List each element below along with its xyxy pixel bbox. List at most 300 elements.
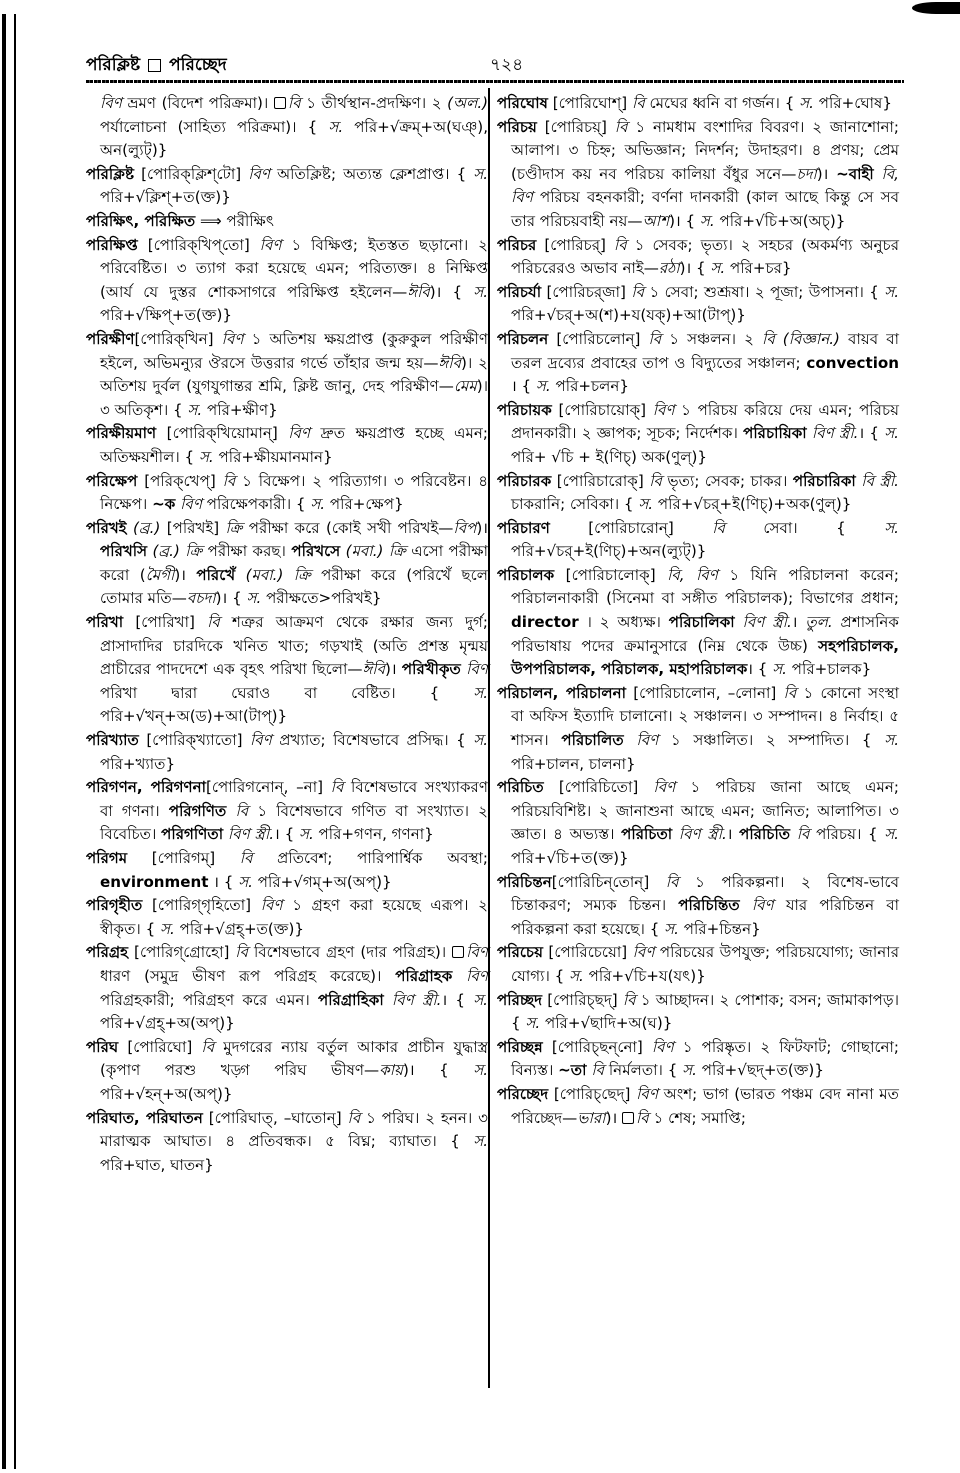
definition-text: প্রখ্যাত; বিশেষভাবে প্রসিদ্ধ। { [271, 731, 474, 750]
left-column [86, 92, 488, 1177]
dictionary-entry [497, 470, 899, 517]
definition-text: এসো পরীক্ষা করো ( [100, 542, 488, 584]
definition-text: পরিগ্রহকারী; পরিগ্রহণ করে এমন। [100, 990, 318, 1009]
headword: পরিচ্ছদ [497, 990, 543, 1009]
headword: পরিক্ষিৎ, পরিক্ষিত [86, 211, 196, 230]
definition-text: [পোরিচিন্‌তোন্‌] [551, 872, 666, 891]
separator-box-icon [148, 59, 161, 72]
definition-text: প্রতিবেশ; পারিপার্শ্বিক অবস্থা; [252, 849, 489, 867]
definition-text: পরি+√চর্+ই(ণিচ্)+অন(ল্যুট্)} [511, 542, 707, 561]
definition-text: পরিচয়ের উপযুক্ত; পরিচয়যোগ্য; জানার যোগ্য। { [511, 943, 899, 985]
definition-text: ১ গ্রহণ করা হয়েছে এরূপ। ২ স্বীকৃত। { [100, 896, 488, 938]
definition-text: । { [274, 825, 299, 844]
grammar-label: বিণ [249, 731, 272, 750]
grammar-label: বি [222, 471, 236, 490]
grammar-label: ক্রি [185, 542, 203, 561]
definition-text: পরি+√গ্রহ্+ত(ক্ত)} [174, 919, 304, 938]
dictionary-entry [86, 729, 488, 776]
definition-text [735, 613, 743, 631]
definition-text: )। [385, 660, 402, 679]
grammar-label: বি [201, 1037, 215, 1056]
headword: পরিগণিত [168, 801, 227, 820]
definition-text: ১ বিশেষভাবে গণিত বা সংখ্যাত। ২ বিবেচিত। [100, 801, 488, 844]
entry-continuation [86, 92, 488, 163]
definition-text [235, 566, 245, 584]
dictionary-entry [497, 399, 899, 470]
definition-text: ১ নামধাম বংশাদির বিবরণ। ২ জানাশোনা; আলাপ। ৩ চিহ্ন; অভিজ্ঞান; নিদর্শন; উদাহরণ। ৪ প্রণয়; প্রেম (চণ্ডীদাস কয় নব পরিচয় কালিয়া বঁধুর সনে— [511, 117, 899, 183]
grammar-label: বিণ [653, 778, 676, 797]
definition-text: ১ কোনো সংস্থা বা অফিস ইত্যাদি চালানো। ২ সঞ্চালন। ৩ সম্পাদন। ৪ নির্বাহ। ৫ শাসন। [511, 683, 899, 750]
grammar-label: বিণ [636, 731, 659, 750]
definition-text: পর্যালোচনা (সাহিত্য পরিক্রমা)। { [100, 117, 329, 136]
headword: পরিচিন্তন [497, 872, 552, 891]
grammar-label: বিণ [751, 896, 774, 915]
definition-text: পরি+√ছদ্+ত(ক্ত)} [696, 1061, 824, 1080]
grammar-label: স. [473, 990, 488, 1009]
page-number: ৭২৪ [490, 55, 524, 75]
grammar-label: স. [569, 966, 584, 985]
grammar-label: (ব্র.) [133, 518, 161, 537]
grammar-label: বি [622, 990, 636, 1009]
grammar-label: ভারা [577, 1108, 606, 1127]
definition-text: পরি+√চি+য(যৎ)} [583, 966, 706, 985]
grammar-label: স. [710, 259, 726, 278]
definition-text: । { [747, 660, 773, 679]
definition-text: )। [476, 518, 488, 537]
definition-text: প্রশাসনিক পরিভাষায় পদের ক্রমানুসারে (নিম্ন থেকে উচ্চ) [511, 613, 899, 655]
grammar-label: ঈবি [438, 353, 461, 372]
definition-text: পরি+√ক্ষিপ্+ত(ক্ত)} [100, 306, 232, 325]
definition-text: )। ২ অতিশয় দুর্বল (যুগযুগান্তর শ্রমি, ক্লিষ্ট জানু, দেহ পরিক্ষীণ— [100, 353, 488, 396]
headword: পরিগৃহীত [86, 896, 143, 915]
grammar-label: তুল. [805, 613, 833, 632]
headword: পরিচালক [497, 565, 555, 584]
grammar-label: স. [682, 1061, 697, 1080]
dictionary-entry [497, 328, 899, 399]
grammar-label: স. [884, 731, 900, 750]
definition-text: ১ তীর্থস্থান-প্রদক্ষিণ। ২ [300, 94, 448, 112]
definition-text: । [726, 825, 740, 844]
definition-text: [পোরিচিতো] [543, 778, 654, 797]
grammar-label: বি [783, 683, 797, 702]
headword: environment [100, 872, 209, 891]
grammar-label: (অল.) [447, 94, 489, 112]
headword: পরিঘ [86, 1037, 119, 1056]
headword: পরিখীকৃত [401, 660, 461, 679]
definition-text: । { [208, 872, 239, 891]
headword: পরিক্ষীণ [86, 329, 135, 348]
definition-text: [পোরিচয়্‌] [536, 117, 615, 136]
definition-text: )। { [669, 211, 700, 230]
grammar-label: স. [664, 919, 679, 938]
grammar-label: মেম [453, 377, 477, 396]
definition-text: দ্রুত ক্ষয়প্রাপ্ত হচ্ছে এমন; অতিক্ষয়শীল। { [100, 424, 488, 466]
grammar-label: স. [238, 872, 253, 891]
headword: পরিখা [86, 613, 124, 632]
definition-text: পরীক্ষা করছ। [202, 542, 292, 561]
definition-text: পরি+ক্ষেপ} [325, 495, 404, 514]
definition-text: বিশেষভাবে সংখ্যাকরণ বা গণনা। [100, 778, 488, 820]
grammar-label: বিণ স্ত্রী. [678, 825, 727, 844]
definition-text: [পোরিচায়োক্‌] [551, 400, 653, 419]
definition-text: [পোরিক্‌খিয়োমান্‌] [156, 424, 289, 443]
definition-text: ১ বিক্ষেপ। ২ পরিত্যাগ। ৩ পরিবেষ্টন। ৪ নিক্ষেপ। [100, 471, 488, 514]
definition-text: পরি+ঘাত, ঘাতন} [100, 1155, 214, 1174]
grammar-label: বিণ [260, 896, 283, 915]
definition-text: পরি+√ছাদি+অ(ঘ)} [540, 1014, 673, 1033]
grammar-label: মৈগী [145, 565, 175, 584]
definition-text: পরি+ঘোষ} [813, 94, 892, 112]
definition-text: । { [441, 990, 474, 1009]
definition-text: )। { [429, 282, 474, 301]
dictionary-entry [86, 847, 488, 894]
definition-text [790, 825, 797, 843]
definition-text: পরীক্ষতে>পরিখই} [261, 589, 382, 608]
grammar-label: স. [473, 164, 488, 183]
grammar-label: (মবা.) [345, 542, 384, 561]
definition-text: পরি+ √চি + ই(ণিচ্) অক(ণুল্)} [511, 447, 708, 466]
definition-text: অতিক্লিষ্ট; অত্যন্ত ক্লেশপ্রাপ্ত। { [270, 164, 474, 183]
grammar-label: বিণ [636, 1084, 658, 1103]
headword: পরিচায়িকা [743, 424, 807, 443]
definition-text: বিশেষভাবে গ্রহণ (দার পরিগ্রহ)। [248, 943, 453, 962]
headword: পরিঘাত, পরিঘাতন [86, 1108, 203, 1127]
definition-text: [পোরিচর্‌] [536, 235, 614, 254]
grammar-label: ক্রি [225, 518, 243, 537]
definition-text: শত্রুর আক্রমণ থেকে রক্ষার জন্য দুর্গ; প্রাসাদাদির চারদিকে খনিত খাত; গড়খাই (অতি প্রশস্ত মৃন্ময় প্রাচীরের পাদদেশে এক বৃহৎ পরিখা ছিলো— [100, 613, 488, 679]
definition-text: ১ পরিচয় জানা আছে এমন; পরিচয়বিশিষ্ট। ২ জানাশুনা আছে এমন; জানিত; আলাপিত। ৩ জ্ঞাত। ৪ অভ্যস্ত। [511, 778, 899, 844]
page-binding-edge [2, 14, 6, 1469]
definition-text: [পোরিচর্‌জা] [541, 282, 632, 301]
grammar-label: স. [473, 731, 488, 750]
definition-text: [পোরিক্‌ক্লিশ্‌টো] [134, 164, 249, 183]
headword: পরিচিতা [621, 825, 673, 844]
definition-text: ১ সঞ্চালিত। ২ সম্পাদিত। { [658, 731, 885, 750]
definition-text: ১ পরিচয় করিয়ে দেয় এমন; পরিচয় প্রদানকারী। ২ জ্ঞাপক; সূচক; নির্দেশক। [511, 400, 900, 443]
definition-text: [পোরিক্‌খিপ্‌তো] [137, 235, 260, 254]
grammar-label: স. [198, 447, 214, 466]
definition-text: চাকরানি; সেবিকা। { [511, 495, 639, 514]
definition-text: [পোরিচেয়ো] [542, 943, 633, 962]
definition-text: পরি+√হন্+অ(অপ্)} [100, 1084, 233, 1103]
headword: convection [806, 353, 899, 372]
definition-text: [পোরিখা] [123, 613, 208, 632]
grammar-label: বি [330, 778, 344, 797]
definition-text: পরি+খ্যাত} [100, 754, 176, 773]
grammar-label: বিণ [180, 495, 202, 514]
grammar-label: রঠা [658, 259, 680, 278]
grammar-label: স. [473, 1132, 488, 1151]
definition-text: পরীক্ষা করে (কোই সখী পরিখই— [242, 518, 454, 537]
headword: পরিখসে [291, 542, 341, 561]
sense-box-icon [274, 97, 286, 109]
grammar-label: স. [473, 282, 488, 301]
grammar-label: স. [298, 825, 314, 844]
headword: পরিচারিকা [792, 471, 856, 490]
definition-text: ১ অতিশয় ক্ষয়প্রাপ্ত (কুরুকুল পরিক্ষীণ হইলে, অভিমন্যুর ঔরসে উত্তরার গর্ভে তাঁহার জন্ম হয়— [100, 329, 488, 372]
dictionary-entry [497, 1036, 899, 1083]
dictionary-entry [497, 92, 899, 116]
definition-text: পরি+√চি+অ(অচ্)} [714, 211, 846, 230]
headword: পরিগ্রাহক [395, 966, 453, 985]
definition-text: পরি+চালক} [786, 660, 872, 679]
grammar-label: (ব্র.) [152, 542, 180, 561]
definition-text: । ২ অধ্যক্ষ। [578, 613, 669, 632]
definition-text: পরিচয়। { [809, 825, 885, 844]
definition-text: )। [174, 565, 197, 584]
grammar-label: চদা [796, 164, 817, 183]
headword: পরিচালিত [561, 731, 624, 750]
grammar-label: বি [347, 1108, 361, 1127]
headword: পরিগ্রহ [86, 943, 129, 962]
grammar-label: বিণ [288, 424, 311, 443]
definition-text: পরি+√ক্লিশ্+ত(ক্ত)} [100, 188, 231, 207]
definition-text: ১ বিক্ষিপ্ত; ইতস্তত ছড়ানো। ২ পরিবেষ্টিত। ৩ ত্যাগ করা হয়েছে এমন; পরিত্যক্ত। ৪ নিক্ষিপ্ত (আর্য যে দুস্তর শোকসাগরে পরিক্ষিপ্ত হইলেন— [100, 235, 488, 301]
definition-text: ধারণ (সমুদ্র ভীষণ রূপ পরিগ্রহ করেছে)। [100, 966, 396, 985]
definition-text: ১ পরিকল্পনা। ২ বিশেষ-ভাবে চিন্তাকরণ; সম্যক চিন্তন। [511, 872, 899, 915]
headword: পরিচয় [497, 117, 537, 136]
definition-text: ১ সঞ্চলন। ২ [661, 329, 762, 348]
definition-text: ১ আচ্ছাদন। ২ পোশাক; বসন; জামাকাপড়। { [511, 990, 900, 1033]
definition-text: [পোরিচারোক্‌] [551, 471, 650, 490]
definition-text: )। { [403, 1061, 474, 1080]
definition-text: পরি+√গ্রহ্+অ(অপ্)} [100, 1014, 235, 1033]
definition-text: [পোরিচ্‌ছদ্‌] [542, 990, 623, 1009]
headword: পরিখেঁ [196, 565, 236, 584]
grammar-label: স. [884, 424, 899, 443]
headword: ~বাহী [836, 164, 874, 183]
definition-text: ভৃত্য; সেবক; চাকর। [661, 471, 793, 490]
grammar-label: বি [796, 825, 810, 844]
definition-text: পরি+ক্ষীণ} [202, 400, 278, 419]
definition-text: [পোরিচারোন্‌] [549, 518, 713, 537]
grammar-label: বিণ স্ত্রী. [227, 825, 275, 844]
grammar-label: বি [648, 329, 662, 348]
grammar-label: স. [799, 94, 814, 112]
headword: পরিগম [86, 849, 128, 867]
grammar-label: বিণ [100, 94, 122, 112]
definition-text: ১ সেবা; শুশ্রূষা। ২ পূজা; উপাসনা। { [644, 282, 885, 301]
dictionary-entry [86, 1036, 488, 1107]
headword: পরিখ্যাত [86, 731, 139, 750]
grammar-label: বিণ [466, 660, 488, 679]
grammar-label: ক্রি [293, 565, 311, 584]
definition-text: [পোরিক্‌খিন] [134, 329, 222, 348]
dictionary-entry [86, 517, 488, 611]
grammar-label: বিণ স্ত্রী. [742, 613, 792, 632]
grammar-label: বচদা [186, 589, 216, 608]
grammar-label: বিণ [652, 400, 675, 419]
grammar-label: ঈবি [407, 282, 430, 301]
definition-text: বায়ব বা তরল দ্রব্যের প্রবাহের তাপ ও বিদ্যুতের সঞ্চালন; [511, 329, 899, 372]
definition-text: [পরিক্‌খেপ্‌] [137, 471, 223, 490]
definition-text: মেঘের ধ্বনি বা গর্জন। { [644, 94, 800, 112]
headword: ~ক [152, 495, 176, 514]
definition-text: [পোরিগম্‌] [127, 849, 240, 867]
dictionary-entry [86, 163, 488, 210]
grammar-label: স. [246, 589, 262, 608]
grammar-label: স. [884, 282, 899, 301]
dictionary-entry [497, 871, 899, 942]
dictionary-entry [497, 682, 899, 776]
sense-box-icon [452, 946, 464, 958]
grammar-label: বিণ [466, 966, 488, 985]
headword: পরিগ্রাহিকা [317, 990, 384, 1009]
running-head [86, 52, 227, 80]
definition-text: ১ শেষ; সমাপ্তি; [648, 1108, 746, 1127]
definition-text: [পোরিচ্‌ছেদ্‌] [548, 1084, 637, 1103]
definition-text: [পোরিচালোক্‌] [554, 565, 668, 584]
grammar-label: বি [614, 117, 628, 136]
headword: ~তা [558, 1061, 587, 1080]
definition-text: পরি+√চর্+ই(ণিচ্)+অক(ণুল্)} [653, 495, 852, 514]
grammar-label: স. [699, 211, 715, 230]
grammar-label: স. [328, 117, 344, 136]
dictionary-entry [497, 517, 899, 564]
headword: পরিচ্ছন্ন [497, 1037, 543, 1056]
grammar-label: স. [310, 495, 326, 514]
definition-text: )। { [215, 589, 247, 608]
definition-text: ১ যিনি পরিচালনা করেন; পরিচালনাকারী (সিনেমা বা সঙ্গীত পরিচালক); বিভাগের প্রধান; [511, 565, 899, 608]
grammar-label: আশ [642, 211, 670, 230]
definition-text: ⟹ পরীক্ষিৎ [195, 211, 274, 230]
headword: পরিঘোষ [497, 94, 548, 112]
definition-text: [পোরিঘো] [118, 1037, 202, 1056]
definition-text [740, 896, 752, 914]
dictionary-entry [497, 281, 899, 328]
definition-text: । { [511, 377, 536, 396]
grammar-label: স. [638, 495, 654, 514]
grammar-label: বি [665, 872, 679, 891]
definition-text [624, 731, 637, 749]
definition-text: [পোরিঘাত্, –ঘাতোন্] [202, 1108, 348, 1127]
right-column [497, 92, 899, 1130]
definition-text [384, 991, 392, 1009]
definition-text: পরিখা দ্বারা ঘেরাও বা বেষ্টিত। { [100, 683, 474, 702]
headword: পরিচিন্তিত [678, 896, 740, 915]
dictionary-entry [497, 116, 899, 234]
grammar-label: ক্রি [388, 542, 406, 561]
definition-text [283, 566, 293, 584]
headword: পরিচর্যা [497, 282, 542, 301]
definition-text: [পোরিচলোন্‌] [548, 329, 649, 348]
dictionary-entry [86, 422, 488, 469]
headword: পরিখসি [100, 542, 148, 561]
definition-text: পরি+ক্ষীয়মানমান} [213, 447, 333, 466]
grammar-label: বি [649, 471, 662, 490]
headword: পরিগণন, পরিগণনা [86, 778, 207, 797]
headword: পরিচারক [497, 471, 552, 490]
grammar-label: বি স্ত্রী. [861, 471, 899, 490]
definition-text: [পোরিক্‌খ্যাতো] [138, 731, 250, 750]
definition-text: পরি+√গম্+অ(অপ্)} [252, 872, 392, 891]
dictionary-entry [86, 894, 488, 941]
headword: পরিচায়ক [497, 400, 552, 419]
dictionary-entry [86, 1107, 488, 1178]
definition-text: )। ৩ অতিকৃশ। { [100, 377, 488, 419]
grammar-label: বি [235, 943, 249, 962]
grammar-label: বিণ [466, 943, 488, 962]
dictionary-entry [497, 941, 899, 988]
grammar-label: স. [187, 400, 203, 419]
definition-text: )। { [679, 259, 711, 278]
headword: পরিচর [497, 235, 537, 254]
definition-text: । [791, 613, 806, 632]
grammar-label: স. [160, 919, 175, 938]
headword: পরিচ্ছেদ [497, 1084, 549, 1103]
definition-text: [পরিখই] [160, 518, 226, 537]
headword: পরিক্ষিপ্ত [86, 235, 138, 254]
headword: পরিখই [86, 518, 127, 537]
dictionary-entry [497, 1083, 899, 1130]
header-rule [86, 80, 904, 83]
column-divider [488, 88, 490, 1388]
definition-text: পরীক্ষা করে (পরিখেঁ ছলে তোমার মতি— [100, 565, 488, 608]
grammar-label: বিণ স্ত্রী. [391, 990, 442, 1009]
grammar-label: স. [535, 377, 551, 396]
headword: পরিক্ষেপ [86, 471, 138, 490]
grammar-label: বি [631, 282, 645, 301]
definition-text: [পোরিগ্‌গ্রোহো] [128, 943, 236, 962]
headword: পরিচেয় [497, 943, 543, 962]
grammar-label: স. [884, 518, 899, 537]
grammar-label: স. [473, 1061, 488, 1080]
headword: পরিচিত [497, 778, 544, 797]
grammar-label: বি [235, 801, 249, 820]
definition-text: [পোরিগ্‌গৃহিতো] [142, 896, 261, 915]
grammar-label: স. [525, 1014, 541, 1033]
definition-text: পরি+√খন্+অ(ড)+আ(টাপ্)} [100, 707, 288, 726]
definition-text: ভ্রমণ (বিদেশ পরিক্রমা)। [121, 94, 274, 112]
grammar-label: ঈবি [362, 660, 386, 679]
dictionary-entry [86, 776, 488, 847]
definition-text: অংশ; ভাগ (ভারত পঞ্চম বেদ নানা মত পরিচ্ছেদ— [511, 1084, 899, 1127]
grammar-label: স. [772, 660, 787, 679]
grammar-label: বিণ [259, 235, 282, 254]
grammar-label: বি [613, 235, 627, 254]
first-guide-word: পরিক্লিষ্ট [86, 55, 141, 75]
scan-smudge [912, 2, 960, 14]
headword: পরিক্ষীয়মাণ [86, 424, 157, 443]
grammar-label: বি [287, 94, 301, 112]
definition-text: যার পরিচিন্তন বা পরিকল্পনা করা হয়েছে। { [511, 896, 899, 938]
grammar-label: স. [473, 683, 488, 702]
headword: পরিচালন, পরিচালনা [497, 683, 627, 702]
dictionary-entry [86, 328, 488, 422]
grammar-label: বিণ [651, 1037, 674, 1056]
definition-text: পরি+√চর্+অ(শ)+য(যক্)+আ(টাপ্)} [511, 306, 746, 325]
definition-text: )। [816, 164, 837, 183]
dictionary-entry [497, 234, 899, 281]
definition-text: পরি+√ক্রম্+অ(ঘঞ্), অন(ল্যুট্)} [100, 117, 488, 160]
definition-text: পরি+চিন্তন} [678, 919, 761, 938]
definition-text: পরি+√চি+ত(ক্ত)} [511, 849, 629, 867]
definition-text: । { [858, 424, 885, 443]
grammar-label: বি, বিণ [667, 565, 718, 584]
grammar-label: বি [207, 613, 220, 632]
grammar-label: বি (বিজ্ঞান.) [762, 329, 840, 348]
last-guide-word: পরিচ্ছেদ [169, 55, 227, 75]
dictionary-entry [86, 470, 488, 517]
definition-text: পরিক্ষেপকারী। { [201, 495, 311, 514]
grammar-label: (মবা.) [245, 565, 284, 584]
sense-box-icon [622, 1112, 634, 1124]
definition-text [452, 967, 466, 985]
grammar-label: বিণ স্ত্রী. [811, 424, 859, 443]
definition-text: নির্মলতা। { [604, 1061, 683, 1080]
dictionary-entry [86, 941, 488, 1035]
definition-text: পরি+চলন} [550, 377, 630, 396]
